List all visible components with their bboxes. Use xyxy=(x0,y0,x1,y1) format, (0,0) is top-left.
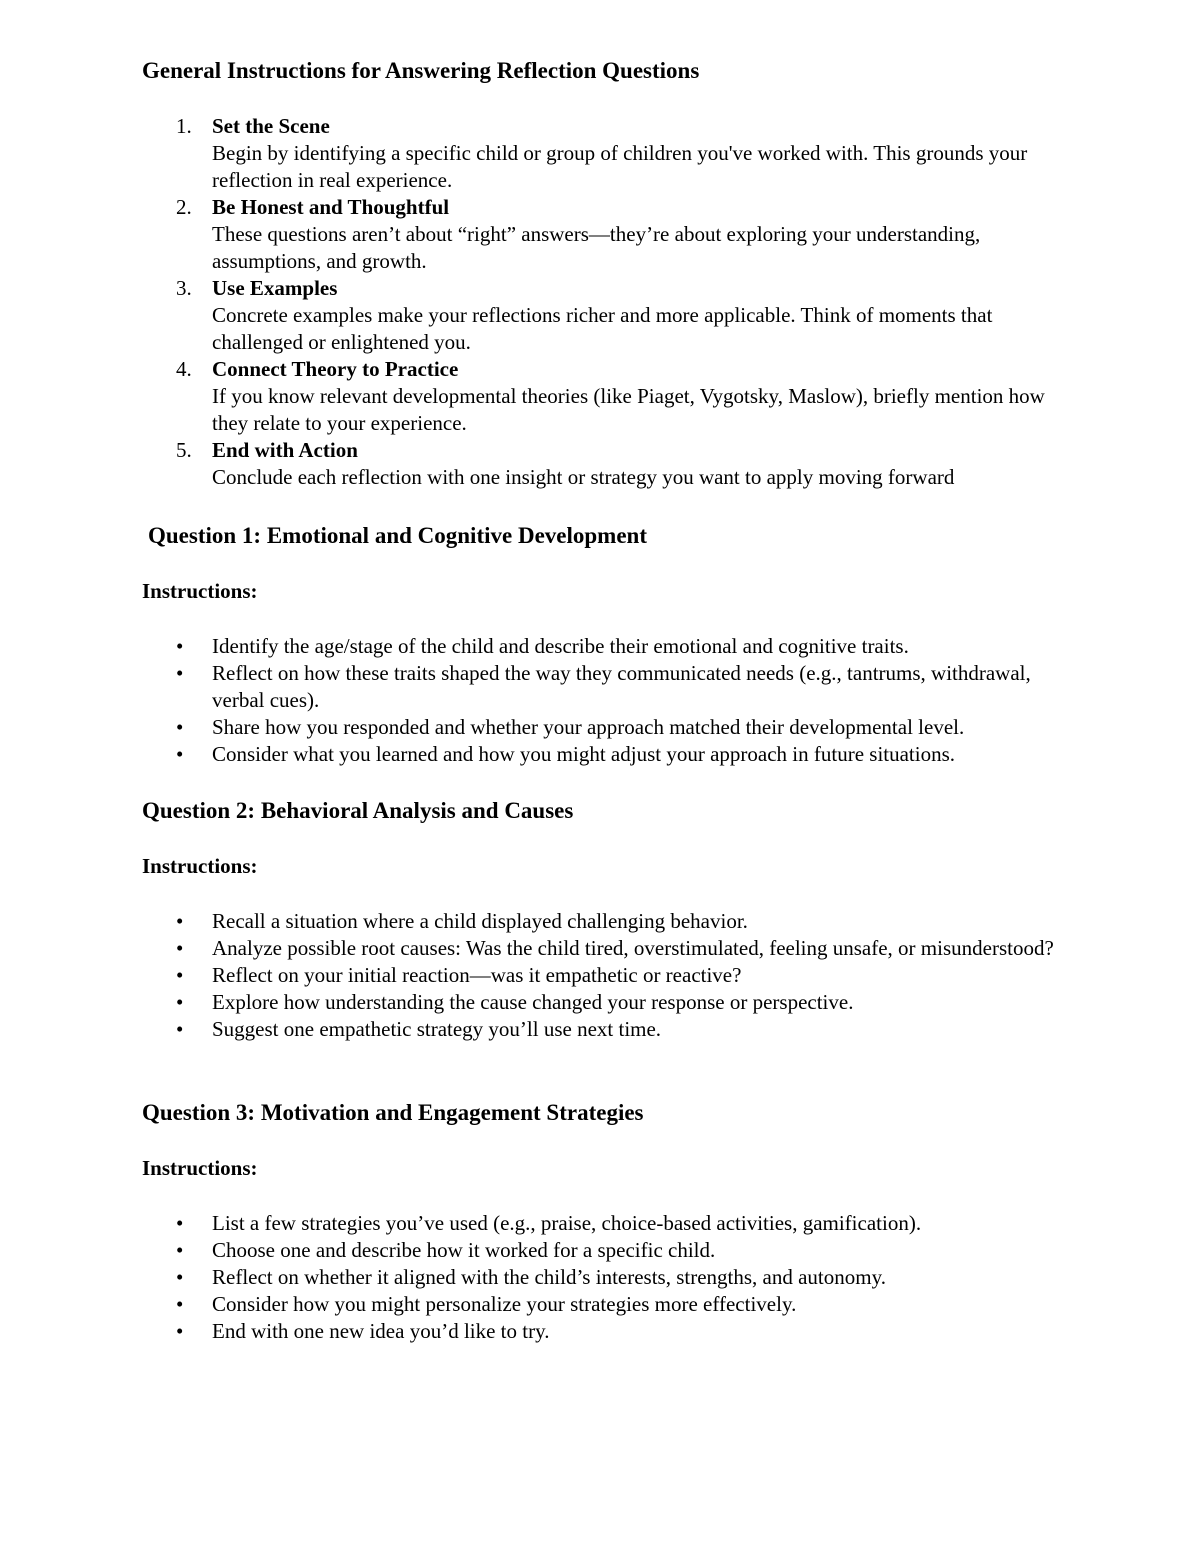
question-1-instructions-label: Instructions: xyxy=(142,579,258,603)
bullet-glyph: • xyxy=(176,1265,184,1289)
bullet-glyph: • xyxy=(176,1292,184,1316)
step-number: 4. xyxy=(176,357,192,381)
question-1-bullet-list xyxy=(142,633,1082,768)
list-item-text: Recall a situation where a child displayed challenging behavior. xyxy=(212,909,748,933)
list-item-text: Analyze possible root causes: Was the child tired, overstimulated, feeling unsafe, or misunderstood? xyxy=(212,936,1054,960)
step-body: Begin by identifying a specific child or group of children you've worked with. This grounds your reflection in real experience. xyxy=(212,141,1028,192)
bullet-glyph: • xyxy=(176,909,184,933)
step-body: Conclude each reflection with one insight or strategy you want to apply moving forward xyxy=(212,465,955,489)
step-title: Be Honest and Thoughtful xyxy=(212,195,450,219)
list-item xyxy=(142,1016,1082,1043)
question-3-instructions-label: Instructions: xyxy=(142,1156,258,1180)
step-title: Use Examples xyxy=(212,276,338,300)
bullet-glyph: • xyxy=(176,1238,184,1262)
step-title: End with Action xyxy=(212,438,358,462)
list-item xyxy=(142,935,1082,962)
bullet-glyph: • xyxy=(176,661,184,685)
bullet-glyph: • xyxy=(176,963,184,987)
bullet-glyph: • xyxy=(176,1017,184,1041)
step-title: Set the Scene xyxy=(212,114,330,138)
step-number: 3. xyxy=(176,276,192,300)
bullet-glyph: • xyxy=(176,715,184,739)
list-item xyxy=(142,1210,1082,1237)
list-item-text: Explore how understanding the cause changed your response or perspective. xyxy=(212,990,854,1014)
bullet-glyph: • xyxy=(176,1211,184,1235)
question-2-title: Question 2: Behavioral Analysis and Causes xyxy=(142,798,574,823)
bullet-glyph: • xyxy=(176,936,184,960)
list-item-text: Reflect on how these traits shaped the way they communicated needs (e.g., tantrums, withdrawal, verbal cues). xyxy=(212,661,1031,712)
question-3-bullet-list xyxy=(142,1210,1082,1345)
list-item xyxy=(142,714,1082,741)
step-number: 5. xyxy=(176,438,192,462)
list-item xyxy=(142,741,1082,768)
step-item xyxy=(142,437,1062,491)
list-item xyxy=(142,989,1082,1016)
step-item xyxy=(142,356,1062,437)
question-2-instructions-label: Instructions: xyxy=(142,854,258,878)
step-item xyxy=(142,275,1062,356)
step-title: Connect Theory to Practice xyxy=(212,357,459,381)
list-item xyxy=(142,660,1082,714)
bullet-glyph: • xyxy=(176,990,184,1014)
list-item xyxy=(142,1237,1082,1264)
list-item-text: Consider how you might personalize your strategies more effectively. xyxy=(212,1292,797,1316)
list-item xyxy=(142,908,1082,935)
list-item-text: Suggest one empathetic strategy you’ll use next time. xyxy=(212,1017,662,1041)
list-item-text: Reflect on whether it aligned with the child’s interests, strengths, and autonomy. xyxy=(212,1265,886,1289)
list-item xyxy=(142,962,1082,989)
bullet-glyph: • xyxy=(176,1319,184,1343)
list-item xyxy=(142,1291,1082,1318)
list-item-text: Share how you responded and whether your approach matched their developmental level. xyxy=(212,715,965,739)
list-item-text: Reflect on your initial reaction—was it empathetic or reactive? xyxy=(212,963,742,987)
question-3-title: Question 3: Motivation and Engagement Strategies xyxy=(142,1100,644,1125)
general-instructions-list xyxy=(142,113,1062,491)
step-item xyxy=(142,194,1062,275)
list-item-text: Choose one and describe how it worked for a specific child. xyxy=(212,1238,716,1262)
page-title: General Instructions for Answering Reflection Questions xyxy=(142,58,700,83)
step-body: These questions aren’t about “right” answers—they’re about exploring your understanding, assumptions, and growth. xyxy=(212,222,981,273)
list-item-text: List a few strategies you’ve used (e.g., praise, choice-based activities, gamification). xyxy=(212,1211,922,1235)
list-item xyxy=(142,1318,1082,1345)
step-body: Concrete examples make your reflections richer and more applicable. Think of moments that challenged or enlightened you. xyxy=(212,303,993,354)
step-number: 1. xyxy=(176,114,192,138)
list-item-text: Identify the age/stage of the child and describe their emotional and cognitive traits. xyxy=(212,634,909,658)
step-number: 2. xyxy=(176,195,192,219)
list-item-text: Consider what you learned and how you might adjust your approach in future situations. xyxy=(212,742,956,766)
question-1-title: Question 1: Emotional and Cognitive Development xyxy=(148,523,647,548)
bullet-glyph: • xyxy=(176,742,184,766)
list-item-text: End with one new idea you’d like to try. xyxy=(212,1319,550,1343)
question-2-bullet-list xyxy=(142,908,1082,1043)
step-item xyxy=(142,113,1062,194)
list-item xyxy=(142,633,1082,660)
step-body: If you know relevant developmental theories (like Piaget, Vygotsky, Maslow), briefly mention how they relate to your experience. xyxy=(212,384,1045,435)
bullet-glyph: • xyxy=(176,634,184,658)
list-item xyxy=(142,1264,1082,1291)
